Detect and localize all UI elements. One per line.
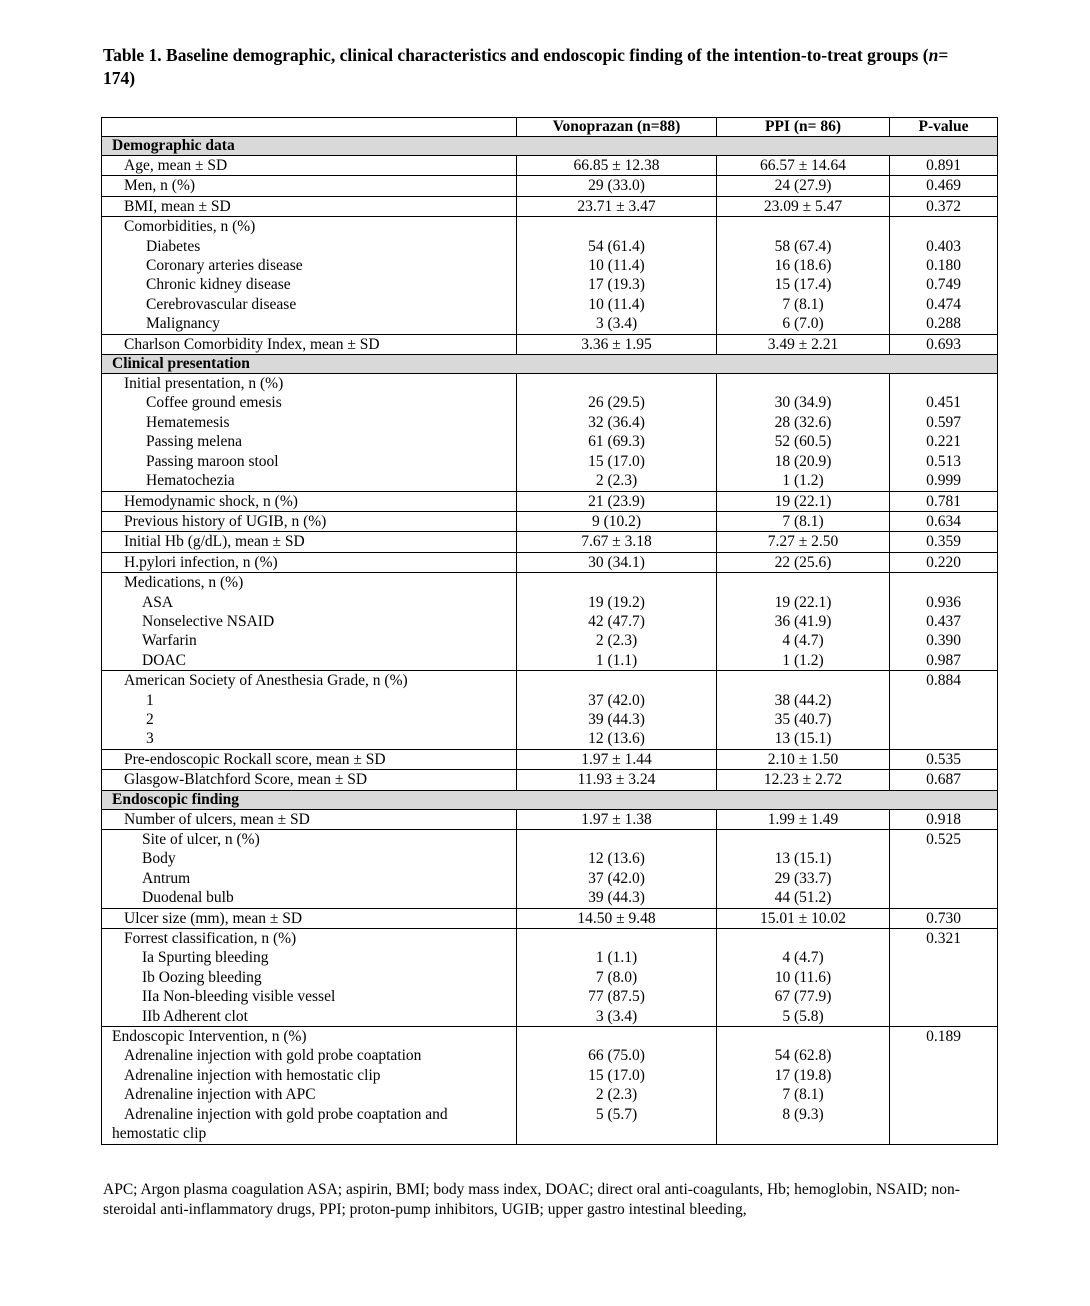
row-label: 1 xyxy=(102,691,517,710)
table-row xyxy=(102,471,998,491)
section-label: Clinical presentation xyxy=(102,355,998,374)
table-row xyxy=(102,1046,998,1065)
p-value: 0.918 xyxy=(890,809,998,829)
vonoprazan-value: 2 (2.3) xyxy=(517,1085,717,1104)
vonoprazan-value: 37 (42.0) xyxy=(517,691,717,710)
ppi-value: 8 (9.3) xyxy=(717,1105,890,1124)
vonoprazan-value: 61 (69.3) xyxy=(517,432,717,451)
table-row xyxy=(102,671,998,691)
table-caption xyxy=(103,44,983,90)
vonoprazan-value: 54 (61.4) xyxy=(517,237,717,256)
section-label: Endoscopic finding xyxy=(102,790,998,809)
row-label: Medications, n (%) xyxy=(102,573,517,593)
row-label: Men, n (%) xyxy=(102,176,517,196)
row-label: Charlson Comorbidity Index, mean ± SD xyxy=(102,334,517,354)
p-value: 0.451 xyxy=(890,393,998,412)
vonoprazan-value: 32 (36.4) xyxy=(517,413,717,432)
row-label: Adrenaline injection with gold probe coaptation and xyxy=(102,1105,517,1124)
vonoprazan-value: 39 (44.3) xyxy=(517,710,717,729)
p-value: 0.535 xyxy=(890,749,998,769)
table-row xyxy=(102,1105,998,1124)
row-label: BMI, mean ± SD xyxy=(102,196,517,216)
row-label: Glasgow-Blatchford Score, mean ± SD xyxy=(102,770,517,790)
vonoprazan-value xyxy=(517,830,717,850)
section-row xyxy=(102,137,998,156)
table-row xyxy=(102,830,998,850)
row-label: Adrenaline injection with gold probe coaptation xyxy=(102,1046,517,1065)
table-row xyxy=(102,612,998,631)
table-row xyxy=(102,413,998,432)
p-value xyxy=(890,987,998,1006)
row-label: DOAC xyxy=(102,651,517,671)
p-value xyxy=(890,849,998,868)
row-label: Endoscopic Intervention, n (%) xyxy=(102,1027,517,1047)
table-row xyxy=(102,631,998,650)
ppi-value xyxy=(717,573,890,593)
ppi-value: 12.23 ± 2.72 xyxy=(717,770,890,790)
row-label: Age, mean ± SD xyxy=(102,156,517,176)
ppi-value xyxy=(717,830,890,850)
table-row xyxy=(102,987,998,1006)
ppi-value xyxy=(717,1027,890,1047)
table-row xyxy=(102,237,998,256)
table-row xyxy=(102,314,998,334)
ppi-value: 7.27 ± 2.50 xyxy=(717,532,890,552)
ppi-value: 3.49 ± 2.21 xyxy=(717,334,890,354)
caption-n: n xyxy=(928,45,939,65)
ppi-value: 36 (41.9) xyxy=(717,612,890,631)
row-label: Initial presentation, n (%) xyxy=(102,374,517,394)
vonoprazan-value: 5 (5.7) xyxy=(517,1105,717,1124)
ppi-value: 35 (40.7) xyxy=(717,710,890,729)
table-row xyxy=(102,334,998,354)
vonoprazan-value: 15 (17.0) xyxy=(517,452,717,471)
vonoprazan-value: 3.36 ± 1.95 xyxy=(517,334,717,354)
ppi-value: 7 (8.1) xyxy=(717,1085,890,1104)
row-label: Nonselective NSAID xyxy=(102,612,517,631)
vonoprazan-value: 12 (13.6) xyxy=(517,729,717,749)
table-row xyxy=(102,869,998,888)
row-label: Ia Spurting bleeding xyxy=(102,948,517,967)
row-label: IIb Adherent clot xyxy=(102,1007,517,1027)
ppi-value: 17 (19.8) xyxy=(717,1066,890,1085)
ppi-value: 19 (22.1) xyxy=(717,593,890,612)
p-value xyxy=(890,1105,998,1124)
p-value: 0.390 xyxy=(890,631,998,650)
ppi-value: 4 (4.7) xyxy=(717,948,890,967)
p-value: 0.987 xyxy=(890,651,998,671)
vonoprazan-value: 42 (47.7) xyxy=(517,612,717,631)
p-value xyxy=(890,948,998,967)
ppi-value: 16 (18.6) xyxy=(717,256,890,275)
ppi-value: 30 (34.9) xyxy=(717,393,890,412)
row-label: Coffee ground emesis xyxy=(102,393,517,412)
p-value: 0.221 xyxy=(890,432,998,451)
table-row xyxy=(102,511,998,531)
table-row xyxy=(102,393,998,412)
table-row xyxy=(102,948,998,967)
p-value: 0.730 xyxy=(890,908,998,928)
row-label: Adrenaline injection with APC xyxy=(102,1085,517,1104)
vonoprazan-value: 1.97 ± 1.44 xyxy=(517,749,717,769)
row-label: 2 xyxy=(102,710,517,729)
row-label: Previous history of UGIB, n (%) xyxy=(102,511,517,531)
row-label: Comorbidities, n (%) xyxy=(102,217,517,237)
vonoprazan-value: 15 (17.0) xyxy=(517,1066,717,1085)
vonoprazan-value: 26 (29.5) xyxy=(517,393,717,412)
header-row xyxy=(102,118,998,137)
ppi-value: 5 (5.8) xyxy=(717,1007,890,1027)
baseline-table xyxy=(101,117,998,1145)
table-row xyxy=(102,1027,998,1047)
ppi-value: 13 (15.1) xyxy=(717,849,890,868)
p-value: 0.359 xyxy=(890,532,998,552)
header-p-value: P-value xyxy=(890,118,998,137)
row-label: Ulcer size (mm), mean ± SD xyxy=(102,908,517,928)
ppi-value: 23.09 ± 5.47 xyxy=(717,196,890,216)
vonoprazan-value: 12 (13.6) xyxy=(517,849,717,868)
table-row xyxy=(102,432,998,451)
table-row xyxy=(102,491,998,511)
row-label: Initial Hb (g/dL), mean ± SD xyxy=(102,532,517,552)
row-label: Passing melena xyxy=(102,432,517,451)
ppi-value: 22 (25.6) xyxy=(717,552,890,572)
vonoprazan-value: 3 (3.4) xyxy=(517,1007,717,1027)
p-value xyxy=(890,729,998,749)
header-characteristic xyxy=(102,118,517,137)
ppi-value: 18 (20.9) xyxy=(717,452,890,471)
row-label: Warfarin xyxy=(102,631,517,650)
table-row xyxy=(102,849,998,868)
p-value xyxy=(890,217,998,237)
table-row xyxy=(102,710,998,729)
row-label: Cerebrovascular disease xyxy=(102,295,517,314)
row-label: 3 xyxy=(102,729,517,749)
p-value: 0.781 xyxy=(890,491,998,511)
p-value: 0.403 xyxy=(890,237,998,256)
row-label: American Society of Anesthesia Grade, n (%) xyxy=(102,671,517,691)
vonoprazan-value: 29 (33.0) xyxy=(517,176,717,196)
table-row xyxy=(102,156,998,176)
vonoprazan-value xyxy=(517,929,717,949)
table-row xyxy=(102,929,998,949)
p-value: 0.288 xyxy=(890,314,998,334)
p-value: 0.597 xyxy=(890,413,998,432)
p-value xyxy=(890,968,998,987)
row-label: Hematochezia xyxy=(102,471,517,491)
row-label: Number of ulcers, mean ± SD xyxy=(102,809,517,829)
ppi-value: 7 (8.1) xyxy=(717,511,890,531)
ppi-value: 54 (62.8) xyxy=(717,1046,890,1065)
p-value: 0.474 xyxy=(890,295,998,314)
row-label: Duodenal bulb xyxy=(102,888,517,908)
vonoprazan-value: 17 (19.3) xyxy=(517,275,717,294)
table-row xyxy=(102,888,998,908)
table-row xyxy=(102,1007,998,1027)
ppi-value: 1.99 ± 1.49 xyxy=(717,809,890,829)
row-label: Passing maroon stool xyxy=(102,452,517,471)
p-value xyxy=(890,710,998,729)
p-value: 0.180 xyxy=(890,256,998,275)
ppi-value: 13 (15.1) xyxy=(717,729,890,749)
table-row xyxy=(102,770,998,790)
ppi-value xyxy=(717,929,890,949)
p-value: 0.693 xyxy=(890,334,998,354)
ppi-value xyxy=(717,1124,890,1144)
p-value: 0.437 xyxy=(890,612,998,631)
vonoprazan-value: 7 (8.0) xyxy=(517,968,717,987)
p-value: 0.513 xyxy=(890,452,998,471)
row-label: Coronary arteries disease xyxy=(102,256,517,275)
vonoprazan-value: 2 (2.3) xyxy=(517,471,717,491)
row-label: hemostatic clip xyxy=(102,1124,517,1144)
ppi-value: 2.10 ± 1.50 xyxy=(717,749,890,769)
ppi-value xyxy=(717,374,890,394)
p-value: 0.891 xyxy=(890,156,998,176)
p-value: 0.525 xyxy=(890,830,998,850)
table-row xyxy=(102,691,998,710)
ppi-value: 1 (1.2) xyxy=(717,471,890,491)
ppi-value xyxy=(717,671,890,691)
table-row xyxy=(102,1066,998,1085)
vonoprazan-value: 2 (2.3) xyxy=(517,631,717,650)
section-label: Demographic data xyxy=(102,137,998,156)
row-label: Adrenaline injection with hemostatic clip xyxy=(102,1066,517,1085)
table-row xyxy=(102,1085,998,1104)
p-value: 0.469 xyxy=(890,176,998,196)
p-value: 0.372 xyxy=(890,196,998,216)
p-value: 0.687 xyxy=(890,770,998,790)
vonoprazan-value: 11.93 ± 3.24 xyxy=(517,770,717,790)
vonoprazan-value: 23.71 ± 3.47 xyxy=(517,196,717,216)
section-row xyxy=(102,355,998,374)
row-label: Antrum xyxy=(102,869,517,888)
table-row xyxy=(102,1124,998,1144)
ppi-value: 15 (17.4) xyxy=(717,275,890,294)
table-row xyxy=(102,275,998,294)
table-row xyxy=(102,196,998,216)
table-row xyxy=(102,593,998,612)
row-label: Pre-endoscopic Rockall score, mean ± SD xyxy=(102,749,517,769)
table-row xyxy=(102,217,998,237)
ppi-value: 4 (4.7) xyxy=(717,631,890,650)
table-row xyxy=(102,452,998,471)
table-row xyxy=(102,809,998,829)
ppi-value: 6 (7.0) xyxy=(717,314,890,334)
vonoprazan-value: 10 (11.4) xyxy=(517,295,717,314)
p-value xyxy=(890,1066,998,1085)
header-ppi: PPI (n= 86) xyxy=(717,118,890,137)
table-row xyxy=(102,374,998,394)
p-value: 0.189 xyxy=(890,1027,998,1047)
table-row xyxy=(102,295,998,314)
table-body xyxy=(102,137,998,1145)
ppi-value: 58 (67.4) xyxy=(717,237,890,256)
table-footnote: APC; Argon plasma coagulation ASA; aspirin, BMI; body mass index, DOAC; direct oral anti-coagulants, Hb; hemoglobin, NSAID; non-steroidal anti-inflammatory drugs, PPI; proton-pump inhibitors, UGIB; upper gastro intestinal bleeding, xyxy=(103,1181,960,1218)
vonoprazan-value: 10 (11.4) xyxy=(517,256,717,275)
table-row xyxy=(102,573,998,593)
row-label: Diabetes xyxy=(102,237,517,256)
vonoprazan-value: 7.67 ± 3.18 xyxy=(517,532,717,552)
vonoprazan-value xyxy=(517,217,717,237)
p-value: 0.936 xyxy=(890,593,998,612)
caption-text-2: = 174) xyxy=(103,45,949,88)
table-row xyxy=(102,968,998,987)
ppi-value: 38 (44.2) xyxy=(717,691,890,710)
p-value: 0.884 xyxy=(890,671,998,691)
vonoprazan-value: 77 (87.5) xyxy=(517,987,717,1006)
p-value xyxy=(890,1085,998,1104)
ppi-value: 52 (60.5) xyxy=(717,432,890,451)
row-label: Malignancy xyxy=(102,314,517,334)
header-vonoprazan: Vonoprazan (n=88) xyxy=(517,118,717,137)
vonoprazan-value xyxy=(517,1027,717,1047)
section-row xyxy=(102,790,998,809)
ppi-value: 7 (8.1) xyxy=(717,295,890,314)
vonoprazan-value: 9 (10.2) xyxy=(517,511,717,531)
table-row xyxy=(102,256,998,275)
vonoprazan-value: 14.50 ± 9.48 xyxy=(517,908,717,928)
ppi-value: 66.57 ± 14.64 xyxy=(717,156,890,176)
p-value: 0.634 xyxy=(890,511,998,531)
ppi-value: 28 (32.6) xyxy=(717,413,890,432)
vonoprazan-value: 1.97 ± 1.38 xyxy=(517,809,717,829)
vonoprazan-value: 21 (23.9) xyxy=(517,491,717,511)
vonoprazan-value: 30 (34.1) xyxy=(517,552,717,572)
table-row xyxy=(102,552,998,572)
table-row xyxy=(102,729,998,749)
vonoprazan-value xyxy=(517,573,717,593)
ppi-value: 15.01 ± 10.02 xyxy=(717,908,890,928)
p-value: 0.321 xyxy=(890,929,998,949)
row-label: Ib Oozing bleeding xyxy=(102,968,517,987)
p-value xyxy=(890,888,998,908)
vonoprazan-value: 1 (1.1) xyxy=(517,651,717,671)
vonoprazan-value: 66.85 ± 12.38 xyxy=(517,156,717,176)
p-value xyxy=(890,869,998,888)
row-label: Hemodynamic shock, n (%) xyxy=(102,491,517,511)
p-value xyxy=(890,691,998,710)
row-label: H.pylori infection, n (%) xyxy=(102,552,517,572)
p-value xyxy=(890,1124,998,1144)
table-row xyxy=(102,749,998,769)
p-value xyxy=(890,374,998,394)
vonoprazan-value xyxy=(517,374,717,394)
ppi-value: 44 (51.2) xyxy=(717,888,890,908)
p-value: 0.220 xyxy=(890,552,998,572)
ppi-value: 1 (1.2) xyxy=(717,651,890,671)
ppi-value: 19 (22.1) xyxy=(717,491,890,511)
p-value: 0.999 xyxy=(890,471,998,491)
row-label: IIa Non-bleeding visible vessel xyxy=(102,987,517,1006)
vonoprazan-value xyxy=(517,671,717,691)
vonoprazan-value: 19 (19.2) xyxy=(517,593,717,612)
table-row xyxy=(102,176,998,196)
p-value xyxy=(890,1007,998,1027)
table-row xyxy=(102,651,998,671)
ppi-value: 10 (11.6) xyxy=(717,968,890,987)
row-label: Chronic kidney disease xyxy=(102,275,517,294)
vonoprazan-value: 66 (75.0) xyxy=(517,1046,717,1065)
table-row xyxy=(102,908,998,928)
row-label: Body xyxy=(102,849,517,868)
vonoprazan-value xyxy=(517,1124,717,1144)
vonoprazan-value: 1 (1.1) xyxy=(517,948,717,967)
ppi-value: 29 (33.7) xyxy=(717,869,890,888)
caption-text-1: Table 1. Baseline demographic, clinical characteristics and endoscopic finding of the intention-to-treat groups ( xyxy=(103,45,929,65)
ppi-value: 24 (27.9) xyxy=(717,176,890,196)
row-label: ASA xyxy=(102,593,517,612)
ppi-value xyxy=(717,217,890,237)
p-value: 0.749 xyxy=(890,275,998,294)
row-label: Site of ulcer, n (%) xyxy=(102,830,517,850)
p-value xyxy=(890,1046,998,1065)
vonoprazan-value: 3 (3.4) xyxy=(517,314,717,334)
vonoprazan-value: 39 (44.3) xyxy=(517,888,717,908)
p-value xyxy=(890,573,998,593)
row-label: Hematemesis xyxy=(102,413,517,432)
ppi-value: 67 (77.9) xyxy=(717,987,890,1006)
row-label: Forrest classification, n (%) xyxy=(102,929,517,949)
table-row xyxy=(102,532,998,552)
vonoprazan-value: 37 (42.0) xyxy=(517,869,717,888)
